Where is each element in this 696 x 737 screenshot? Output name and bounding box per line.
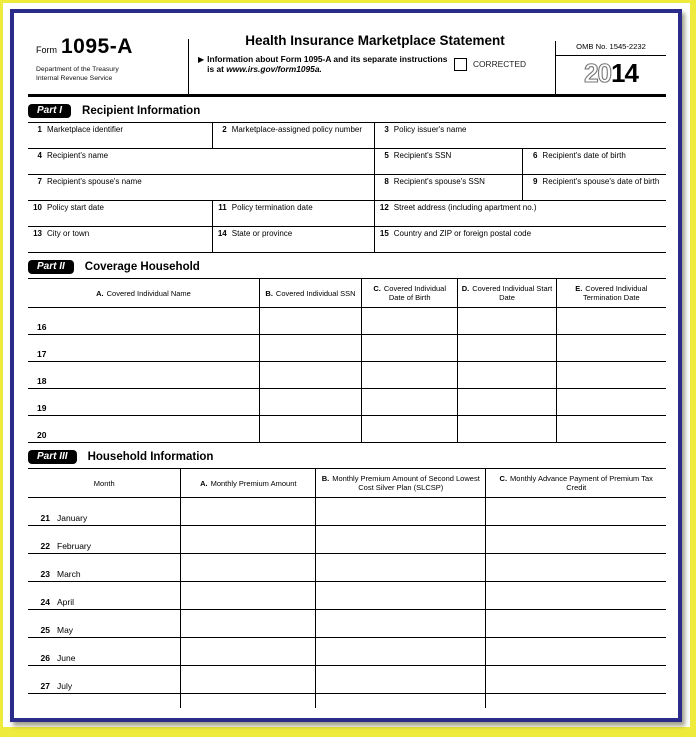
row26-month: 26 June [28,638,180,666]
row24-month: 24 April [28,582,180,610]
row21-advance[interactable] [485,498,666,526]
part1-table [28,122,666,253]
partial-slcsp-cell [315,694,485,708]
col-covered-dob: C. Covered Individual Date of Birth [361,279,457,308]
row27-month: 27 July [28,666,180,694]
part2-badge: Part II [28,260,74,274]
partial-month-cell [28,694,180,708]
omb-year-block [556,27,666,94]
row18-name[interactable]: 18 [28,362,259,389]
row23-month: 23 March [28,554,180,582]
row20-ssn[interactable] [259,416,361,443]
row19-dob[interactable] [361,389,457,416]
instructions-text: Information about Form 1095-A and its separate instructions is at www.irs.gov/form1095a. [207,54,448,74]
row24-slcsp[interactable] [315,582,485,610]
row25-slcsp[interactable] [315,610,485,638]
row23-premium[interactable] [180,554,315,582]
field-policy-issuer-name[interactable]: 3 Policy issuer's name [374,123,666,149]
row24-premium[interactable] [180,582,315,610]
row27-premium[interactable] [180,666,315,694]
year-outline: 20 [584,58,611,88]
row25-month: 25 May [28,610,180,638]
field-policy-number[interactable]: 2 Marketplace-assigned policy number [212,123,374,149]
form-word: Form [36,45,57,55]
form-1095a [14,13,678,718]
field-recipient-name[interactable]: 4 Recipient's name [28,149,374,175]
corrected-checkbox[interactable] [454,58,467,71]
field-marketplace-identifier[interactable]: 1 Marketplace identifier [28,123,212,149]
instructions-url: www.irs.gov/form1095a. [226,64,322,74]
col-advance-payment: C. Monthly Advance Payment of Premium Tax Credit [485,469,666,498]
row22-advance[interactable] [485,526,666,554]
instructions-row [198,54,552,74]
form-title: Health Insurance Marketplace Statement [245,33,505,48]
row18-dob[interactable] [361,362,457,389]
row20-dob[interactable] [361,416,457,443]
agency-line1: Department of the Treasury [36,66,119,73]
omb-number: OMB No. 1545-2232 [556,39,666,56]
part3-badge: Part III [28,450,77,464]
col-covered-ssn: B. Covered Individual SSN [259,279,361,308]
tax-year [556,56,666,89]
row16-dob[interactable] [361,308,457,335]
row17-name[interactable]: 17 [28,335,259,362]
field-spouse-dob[interactable]: 9 Recipient's spouse's date of birth [522,175,666,201]
part1-badge: Part I [28,104,71,118]
row26-advance[interactable] [485,638,666,666]
row22-slcsp[interactable] [315,526,485,554]
part2-table [28,278,666,443]
part3-title: Household Information [87,450,214,463]
row19-start[interactable] [457,389,555,416]
row23-slcsp[interactable] [315,554,485,582]
part2-title: Coverage Household [84,260,200,273]
decorative-navy-frame [10,9,682,722]
form-id-block [28,27,188,94]
corrected-group [454,58,526,71]
row19-name[interactable]: 19 [28,389,259,416]
part1-title: Recipient Information [82,104,201,117]
row16-ssn[interactable] [259,308,361,335]
field-city[interactable]: 13 City or town [28,227,212,253]
part1-header [28,102,666,119]
row16-termination[interactable] [556,308,666,335]
part3-table [28,468,666,694]
row27-advance[interactable] [485,666,666,694]
corrected-label: CORRECTED [472,59,526,69]
row22-premium[interactable] [180,526,315,554]
part2-header [28,258,666,275]
form-header [28,27,666,97]
field-spouse-ssn[interactable]: 8 Recipient's spouse's SSN [374,175,523,201]
row19-termination[interactable] [556,389,666,416]
row16-start[interactable] [457,308,555,335]
partial-premium-cell [180,694,315,708]
row18-ssn[interactable] [259,362,361,389]
row23-advance[interactable] [485,554,666,582]
field-spouse-name[interactable]: 7 Recipient's spouse's name [28,175,374,201]
field-state[interactable]: 14 State or province [212,227,374,253]
row17-termination[interactable] [556,335,666,362]
col-monthly-premium: A. Monthly Premium Amount [180,469,315,498]
field-recipient-dob[interactable]: 6 Recipient's date of birth [522,149,666,175]
row21-slcsp[interactable] [315,498,485,526]
row17-ssn[interactable] [259,335,361,362]
row20-termination[interactable] [556,416,666,443]
field-policy-start-date[interactable]: 10 Policy start date [28,201,212,227]
header-divider-left [188,39,189,94]
row17-start[interactable] [457,335,555,362]
col-slcsp-premium: B. Monthly Premium Amount of Second Lowest Cost Silver Plan (SLCSP) [315,469,485,498]
year-solid: 14 [611,58,638,88]
row21-premium[interactable] [180,498,315,526]
col-covered-termination: E. Covered Individual Termination Date [556,279,666,308]
col-month: Month [28,469,180,498]
part3-partial-row [28,694,666,708]
row18-start[interactable] [457,362,555,389]
row20-name[interactable]: 20 [28,416,259,443]
field-country-zip[interactable]: 15 Country and ZIP or foreign postal code [374,227,666,253]
row25-advance[interactable] [485,610,666,638]
row27-slcsp[interactable] [315,666,485,694]
row16-name[interactable]: 16 [28,308,259,335]
row26-premium[interactable] [180,638,315,666]
arrow-icon: ▶ [198,55,205,64]
part3-header [28,448,666,465]
row20-start[interactable] [457,416,555,443]
row26-slcsp[interactable] [315,638,485,666]
row18-termination[interactable] [556,362,666,389]
field-policy-termination-date[interactable]: 11 Policy termination date [212,201,374,227]
partial-advance-cell [485,694,666,708]
row24-advance[interactable] [485,582,666,610]
row25-premium[interactable] [180,610,315,638]
header-divider-right [555,41,556,94]
row17-dob[interactable] [361,335,457,362]
form-title-block [188,27,556,94]
row19-ssn[interactable] [259,389,361,416]
row21-month: 21 January [28,498,180,526]
form-number: 1095-A [61,35,133,58]
agency-line2: Internal Revenue Service [36,74,113,82]
col-covered-name: A. Covered Individual Name [28,279,259,308]
col-covered-start: D. Covered Individual Start Date [457,279,555,308]
field-recipient-ssn[interactable]: 5 Recipient's SSN [374,149,523,175]
row22-month: 22 February [28,526,180,554]
field-street-address[interactable]: 12 Street address (including apartment no.) [374,201,666,227]
